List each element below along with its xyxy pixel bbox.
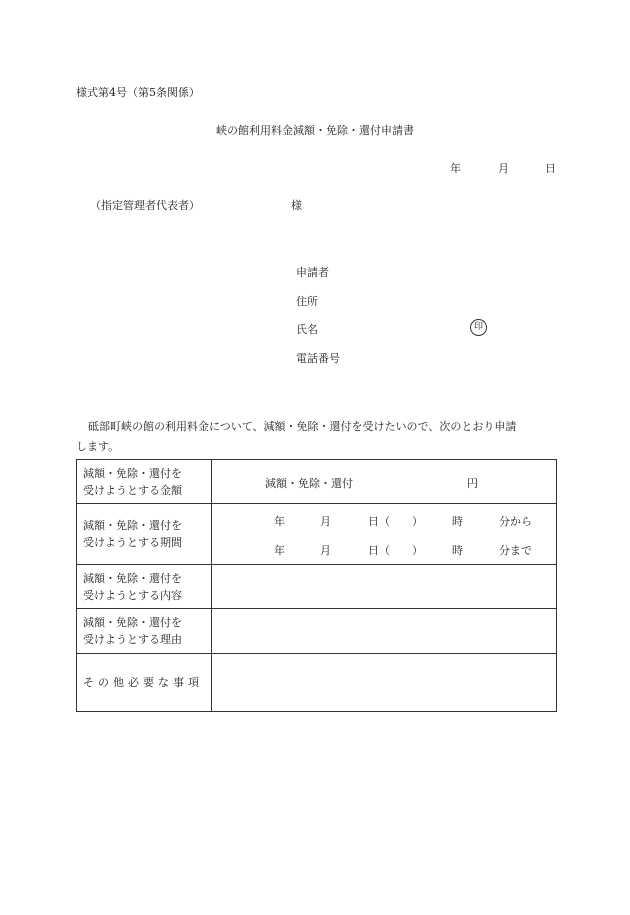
phone-label: 電話番号 bbox=[296, 352, 340, 365]
label-line: 受けようとする期間 bbox=[83, 536, 182, 549]
period-from-month: 月 bbox=[320, 515, 331, 528]
table-row bbox=[77, 565, 557, 609]
amount-label bbox=[77, 460, 212, 504]
honorific: 様 bbox=[291, 199, 302, 212]
label-line: 減額・免除・還付を bbox=[83, 616, 182, 629]
form-number: 様式第4号（第5条関係） bbox=[76, 86, 200, 99]
reason-label bbox=[77, 609, 212, 654]
applicant-label: 申請者 bbox=[296, 266, 329, 279]
other-cell[interactable] bbox=[212, 654, 557, 712]
label-line: 減額・免除・還付を bbox=[83, 466, 182, 480]
period-from-day: 日（ ） bbox=[368, 515, 423, 528]
date-year: 年 bbox=[450, 162, 461, 175]
table-row bbox=[77, 609, 557, 654]
amount-unit: 円 bbox=[467, 477, 478, 490]
period-cell[interactable] bbox=[212, 504, 557, 565]
label-line: 受けようとする内容 bbox=[83, 588, 182, 602]
period-to-day: 日（ ） bbox=[368, 544, 423, 557]
amount-type-text: 減額・免除・還付 bbox=[265, 477, 353, 490]
label-line: 受けようとする金額 bbox=[83, 483, 182, 497]
intro-text bbox=[76, 417, 556, 457]
seal-icon: 印 bbox=[470, 319, 487, 336]
content-cell[interactable] bbox=[212, 565, 557, 609]
address-label: 住所 bbox=[296, 295, 318, 308]
label-line: 受けようとする理由 bbox=[83, 633, 182, 646]
date-month: 月 bbox=[498, 162, 509, 175]
period-from-year: 年 bbox=[274, 515, 285, 528]
label-line: その他必要な事項 bbox=[83, 676, 203, 689]
table-row bbox=[77, 654, 557, 712]
label-line: 減額・免除・還付を bbox=[83, 519, 182, 532]
content-label bbox=[77, 565, 212, 609]
document-title: 峡の館利用料金減額・免除・還付申請書 bbox=[216, 124, 414, 137]
period-from-minute: 分から bbox=[499, 515, 532, 528]
period-from-hour: 時 bbox=[452, 515, 463, 528]
period-to-year: 年 bbox=[274, 544, 285, 557]
reason-cell[interactable] bbox=[212, 609, 557, 654]
period-to-hour: 時 bbox=[452, 544, 463, 557]
period-label bbox=[77, 504, 212, 565]
request-table bbox=[76, 459, 557, 712]
period-to-minute: 分まで bbox=[499, 544, 532, 557]
date-day: 日 bbox=[545, 162, 556, 175]
amount-cell[interactable] bbox=[212, 460, 557, 504]
name-label: 氏名 bbox=[296, 323, 318, 336]
addressee: （指定管理者代表者） bbox=[90, 199, 200, 212]
table-row bbox=[77, 504, 557, 565]
label-line: 減額・免除・還付を bbox=[83, 571, 182, 585]
other-label bbox=[77, 654, 212, 712]
intro-line-1: 砥部町峡の館の利用料金について、減額・免除・還付を受けたいので、次のとおり申請 bbox=[88, 420, 517, 433]
period-to-month: 月 bbox=[320, 544, 331, 557]
intro-line-2: します。 bbox=[76, 440, 120, 453]
table-row bbox=[77, 460, 557, 504]
